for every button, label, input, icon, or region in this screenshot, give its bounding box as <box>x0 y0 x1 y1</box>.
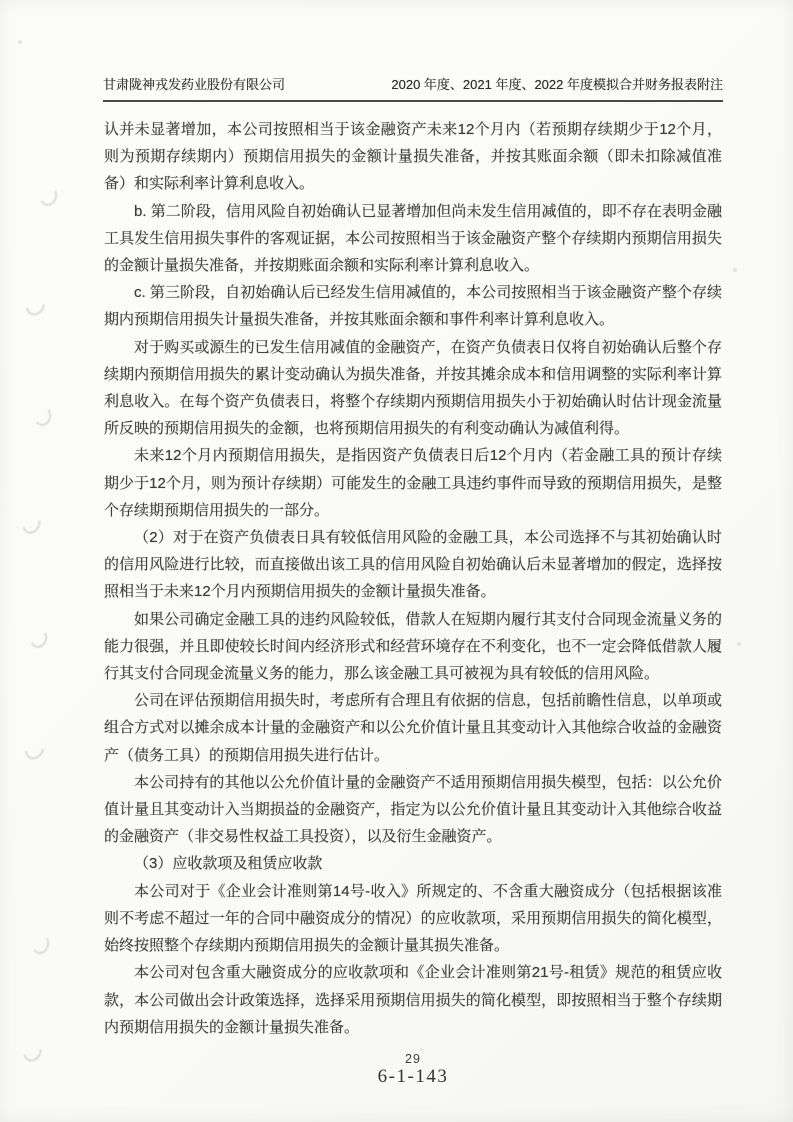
scan-artifact <box>733 268 737 272</box>
paragraph: 公司在评估预期信用损失时，考虑所有合理且有依据的信息，包括前瞻性信息，以单项或组合方式对以摊余成本计量的金融资产和以公允价值计量且其变动计入其他综合收益的金融资产（债务工具）的预期信用损失进行估计。 <box>104 692 722 764</box>
scan-artifact <box>18 40 22 44</box>
scan-artifact <box>20 1039 45 1065</box>
scan-artifact <box>737 642 741 646</box>
paragraph: 认并未显著增加，本公司按照相当于该金融资产未来12个月内（若预期存续期少于12个月，则为预期存续期内）预期信用损失的金额计量损失准备，并按其账面余额（即未扣除减值准备）和实际利率计算利息收入。 <box>104 121 722 193</box>
paragraph: 对于购买或源生的已发生信用减值的金融资产，在资产负债表日仅将自初始确认后整个存续期内预期信用损失的累计变动确认为损失准备，并按其摊余成本和信用调整的实际利率计算利息收入。在每个资产负债表日，将整个存续期内预期信用损失小于初始确认时估计现金流量所反映的预期信用损失的金额，也将预期信用损失的有利变动确认为减值利得。 <box>104 338 722 438</box>
paragraph: （3）应收款项及租赁应收款 <box>134 855 323 873</box>
paragraph: c. 第三阶段，自初始确认后已经发生信用减值的，本公司按照相当于该金融资产整个存续期内预期信用损失计量损失准备，并按其账面余额和事件利率计算利息收入。 <box>104 284 722 329</box>
paragraph: b. 第二阶段，信用风险自初始确认已显著增加但尚未发生信用减值的，即不存在表明金融工具发生信用损失事件的客观证据，本公司按照相当于该金融资产整个存续期内预期信用损失的金额计量损失准备，并按期账面余额和实际利率计算利息收入。 <box>104 202 722 275</box>
scan-artifact <box>30 933 50 956</box>
paragraph: （2）对于在资产负债表日具有较低信用风险的金融工具，本公司选择不与其初始确认时的信用风险进行比较，而直接做出该工具的信用风险自初始确认后未显著增加的假定，选择按照相当于未来12个月内预期信用损失的金额计量损失准备。 <box>104 529 722 601</box>
page-header <box>103 74 723 102</box>
report-title: 2020 年度、2021 年度、2022 年度模拟合并财务报表附注 <box>391 77 723 92</box>
paragraph: 本公司对于《企业会计准则第14号-收入》所规定的、不含重大融资成分（包括根据该准则不考虑不超过一年的合同中融资成分的情况）的应收款项，采用预期信用损失的简化模型，始终按照整个存续期内预期信用损失的金额计量其损失准备。 <box>104 882 722 955</box>
paragraph: 如果公司确定金融工具的违约风险较低，借款人在短期内履行其支付合同现金流量义务的能力很强，并且即使较长时间内经济形式和经营环境存在不利变化，也不一定会降低借款人履行其支付合同现金流量义务的能力，那么该金融工具可被视为具有较低的信用风险。 <box>104 610 722 683</box>
document-number: 6-1-143 <box>377 1066 449 1087</box>
scan-artifact <box>19 511 44 537</box>
scan-artifact <box>33 405 52 426</box>
paragraph: 未来12个月内预期信用损失，是指因资产负债表日后12个月内（若金融工具的预计存续期少于12个月，则为预计存续期）可能发生的金融工具违约事件而导致的预期信用损失，是整个存续期预期信用损失的一部分。 <box>104 447 722 519</box>
paragraph: 本公司对包含重大融资成分的应收款项和《企业会计准则第21号-租赁》规范的租赁应收款，本公司做出会计政策选择，选择采用预期信用损失的简化模型，即按照相当于整个存续期内预期信用损失的金额计量损失准备。 <box>104 964 722 1036</box>
paragraph: 本公司持有的其他以公允价值计量的金融资产不适用预期信用损失模型，包括：以公允价值计量且其变动计入当期损益的金融资产，指定为以公允价值计量且其变动计入其他综合收益的金融资产（非交易性权益工具投资），以及衍生金融资产。 <box>104 773 722 846</box>
scan-artifact <box>23 293 49 319</box>
scan-artifact <box>420 1048 423 1051</box>
scan-artifact <box>37 184 59 208</box>
scan-artifact <box>28 626 50 650</box>
scan-artifact <box>21 737 47 763</box>
company-name: 甘肃陇神戎发药业股份有限公司 <box>103 77 286 92</box>
document-body <box>104 116 722 1041</box>
page-number: 29 <box>405 1052 421 1066</box>
